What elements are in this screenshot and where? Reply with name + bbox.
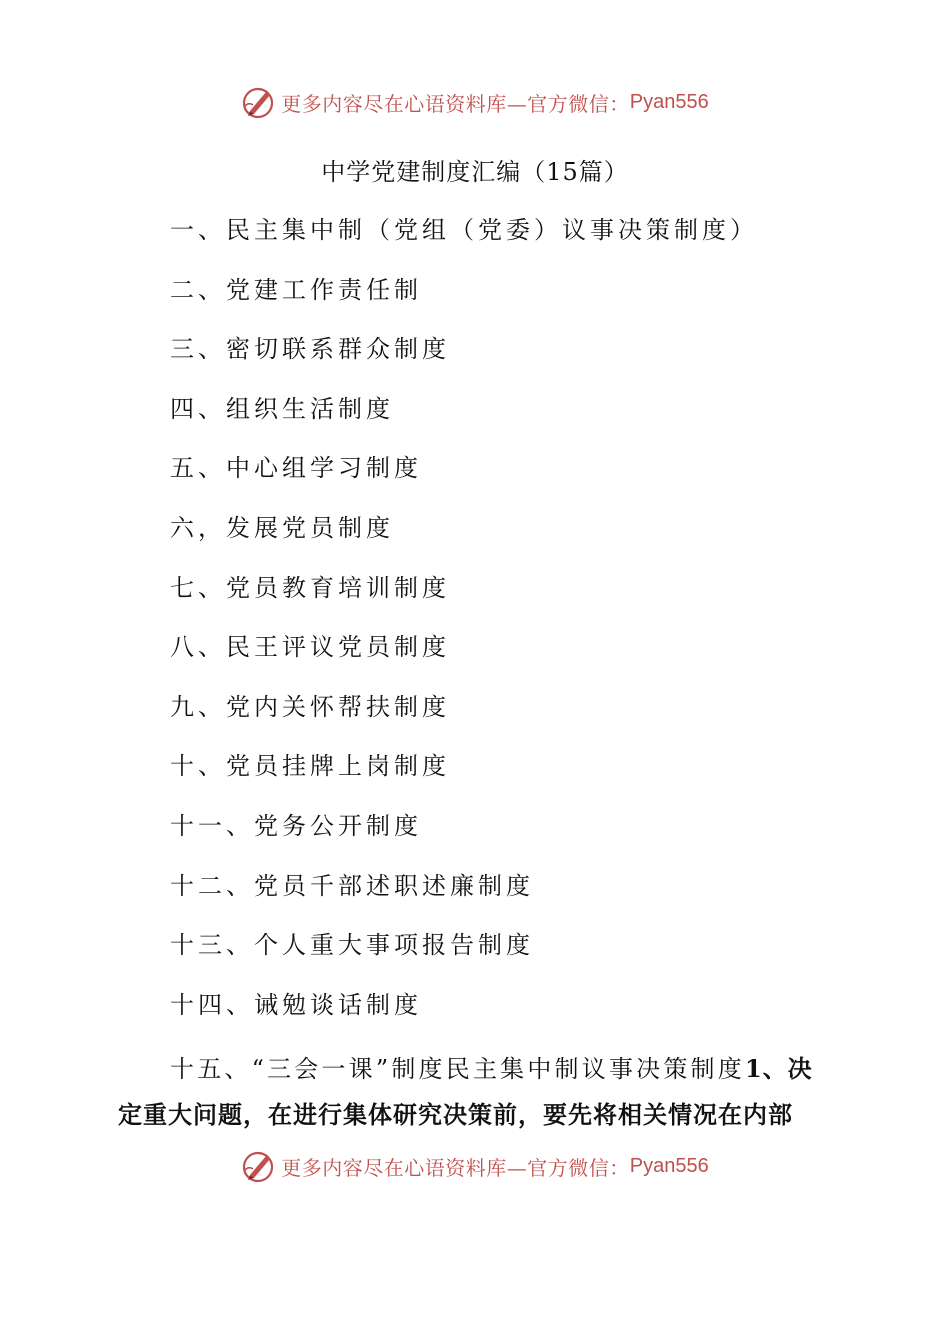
toc-item: 十一、党务公开制度: [170, 811, 422, 840]
document-title: 中学党建制度汇编（15篇）: [321, 158, 629, 186]
banner-wechat-id: Pyan556: [629, 1154, 709, 1177]
toc-item: 六，发展党员制度: [170, 513, 394, 542]
toc-item: 十、党员挂牌上岗制度: [170, 752, 450, 781]
toc-item: 十三、个人重大事项报告制度: [170, 931, 534, 960]
toc-item: 五、中心组学习制度: [170, 454, 422, 483]
banner-text: 更多内容尽在心语资料库—官方微信：: [281, 1155, 630, 1180]
toc-item: 八、民王评议党员制度: [170, 633, 450, 662]
banner-text: 更多内容尽在心语资料库—官方微信：: [281, 91, 630, 116]
toc-item: 三、密切联系群众制度: [170, 335, 450, 364]
paragraph-first-line: [118, 1046, 828, 1092]
table-of-contents: [170, 212, 758, 1046]
paragraph-continuation: 定重大问题，在进行集体研究决策前，要先将相关情况在内部: [118, 1100, 793, 1129]
banner-wechat-id: Pyan556: [629, 90, 709, 113]
toc-item: 九、党内关怀帮扶制度: [170, 692, 450, 721]
toc-item: 四、组织生活制度: [170, 394, 394, 423]
toc-item: 十四、诫勉谈话制度: [170, 990, 422, 1019]
pen-logo-icon: [241, 1148, 277, 1184]
toc-item: 一、民主集中制（党组（党委）议事决策制度）: [170, 216, 758, 244]
pen-logo-icon: [241, 84, 277, 120]
body-paragraph: [118, 1046, 828, 1137]
footer-banner: [0, 1146, 950, 1186]
paragraph-lead-bold: 1、决: [744, 1054, 813, 1083]
toc-item: 十二、党员千部述职述廉制度: [170, 871, 534, 900]
header-banner: [0, 82, 950, 122]
paragraph-lead: 十五、“三会一课”制度民主集中制议事决策制度: [170, 1055, 745, 1083]
toc-item: 二、党建工作责任制: [170, 275, 422, 304]
toc-item: 七、党员教育培训制度: [170, 573, 450, 602]
